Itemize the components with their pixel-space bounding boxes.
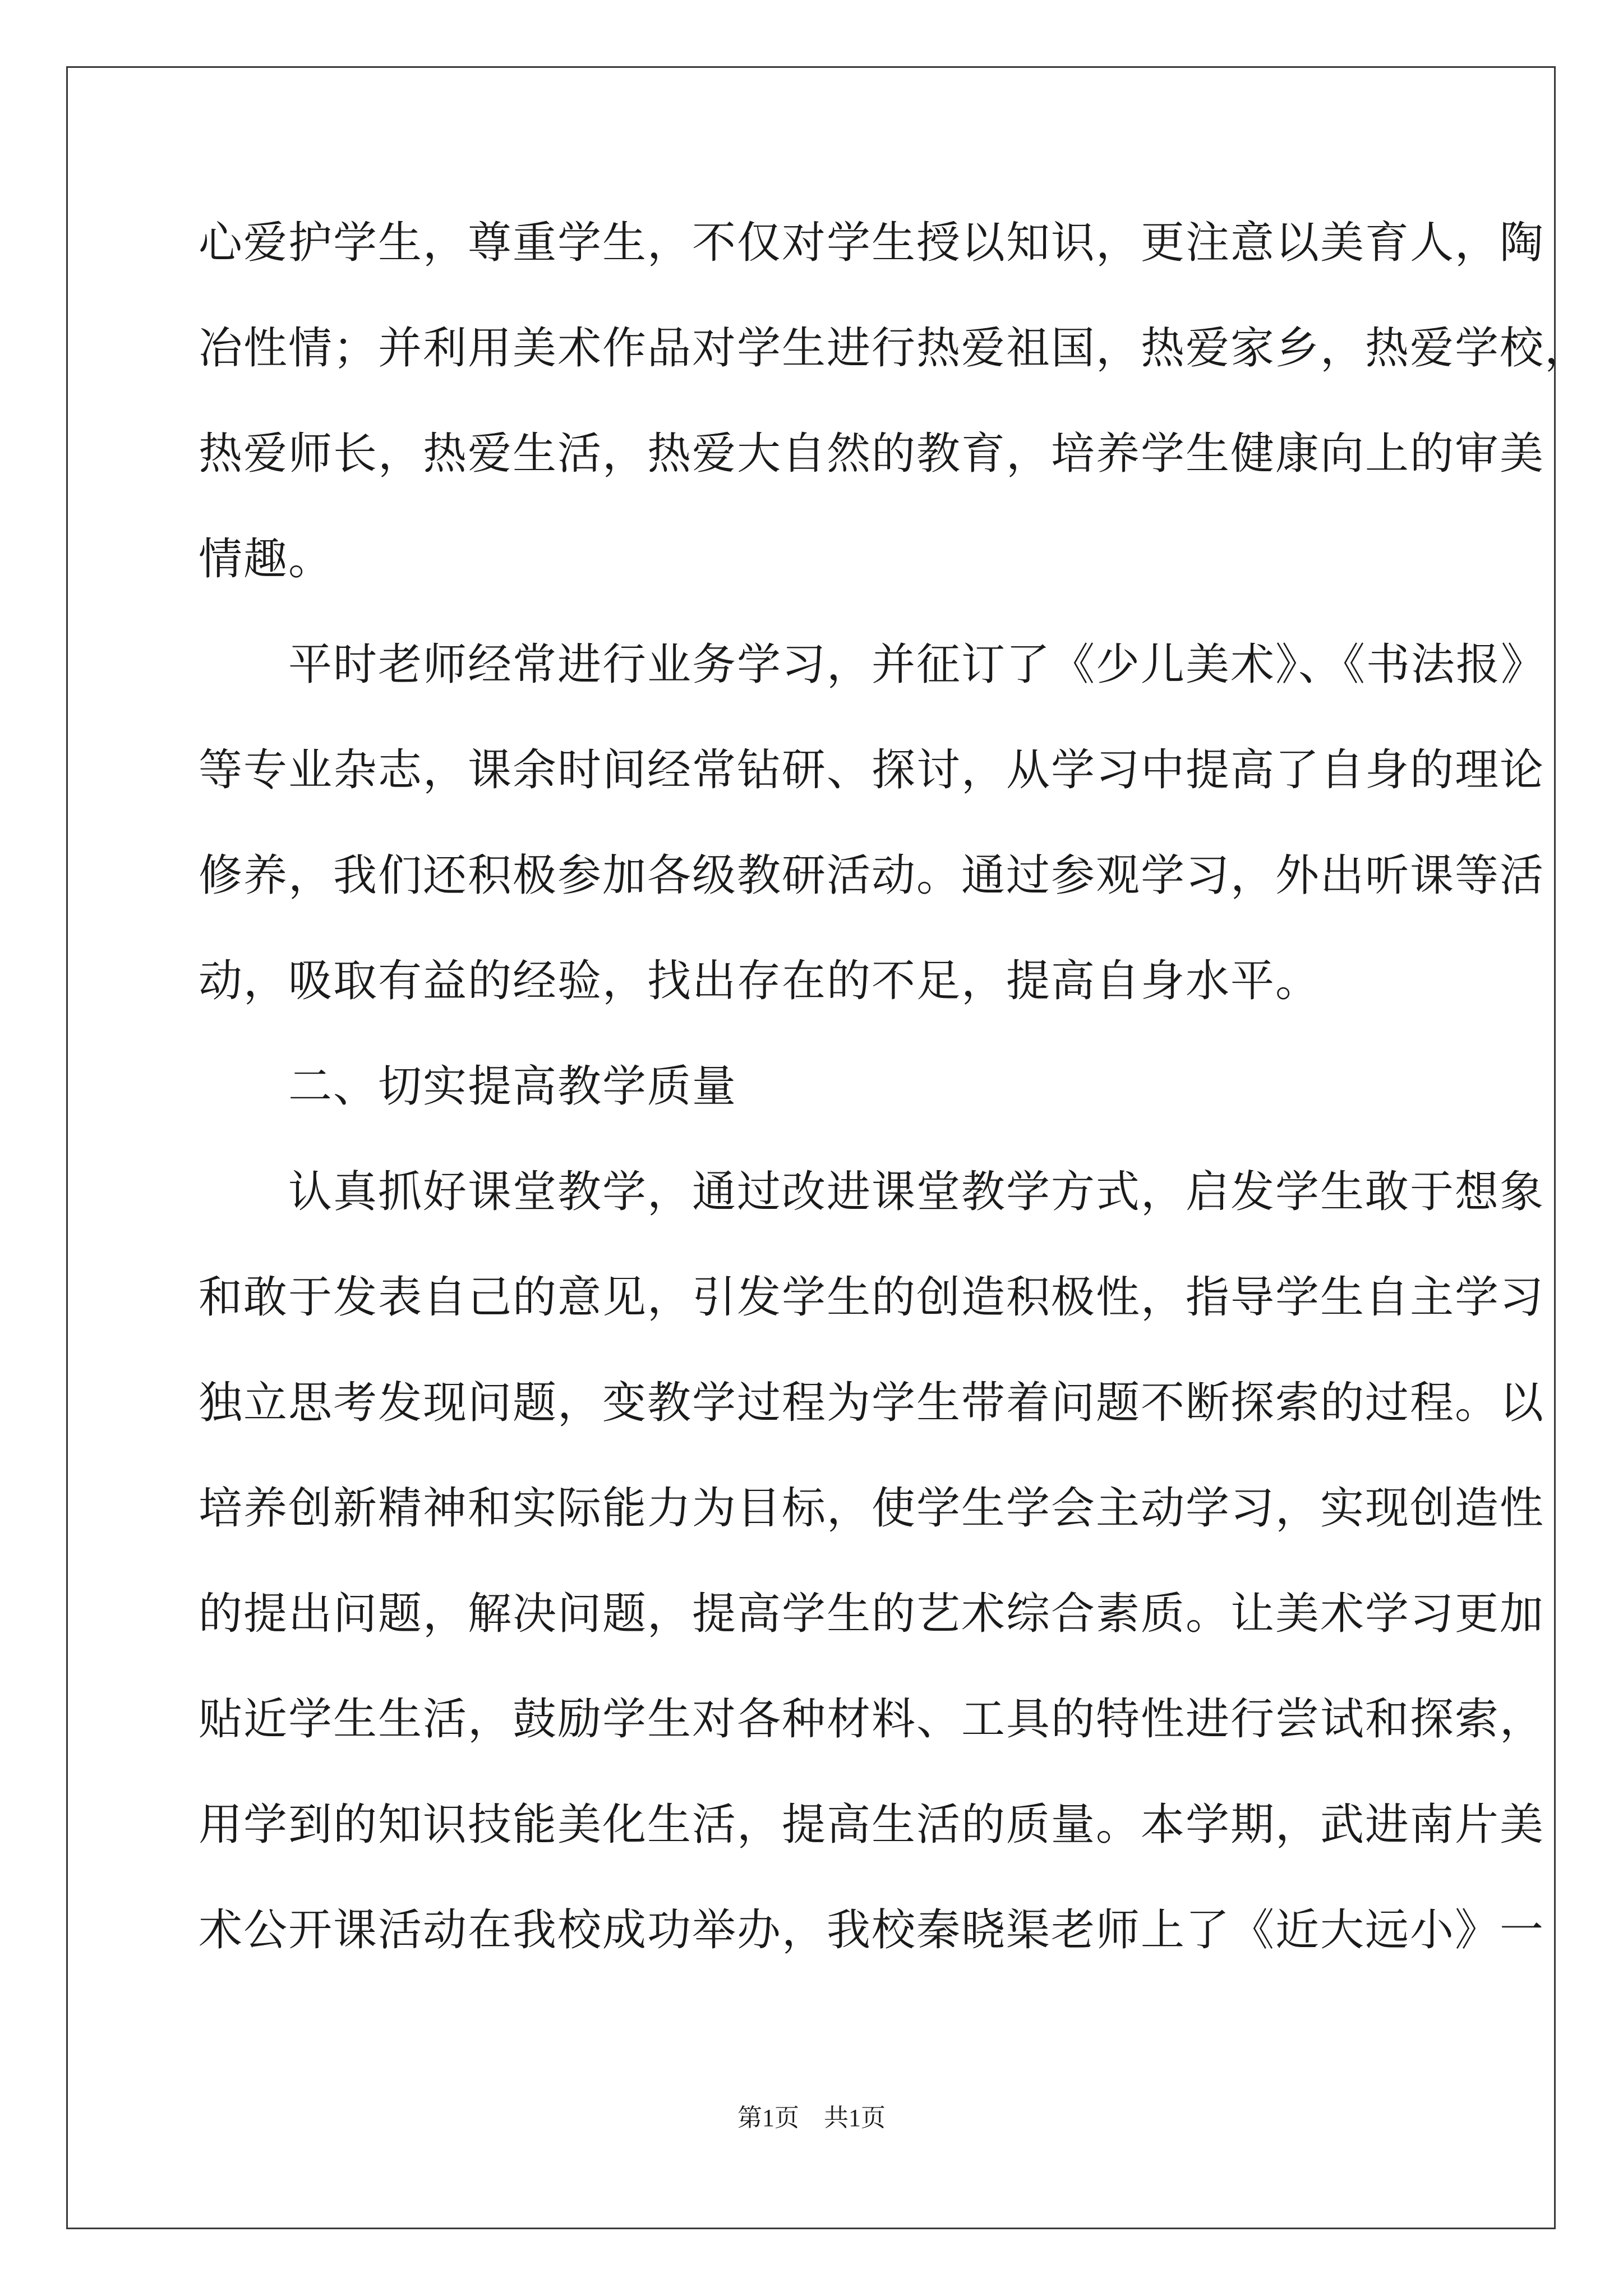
- text-line: 用学到的知识技能美化生活，提高生活的质量。本学期，武进南片美: [199, 1800, 1545, 1850]
- text-line: 培养创新精神和实际能力为目标，使学生学会主动学习，实现创造性: [199, 1483, 1545, 1534]
- text-line: 情趣。: [199, 534, 334, 585]
- text-line: 的提出问题，解决问题，提高学生的艺术综合素质。让美术学习更加: [199, 1589, 1545, 1639]
- text-line: 热爱师长，热爱生活，热爱大自然的教育，培养学生健康向上的审美: [199, 429, 1545, 479]
- text-line: 独立思考发现问题，变教学过程为学生带着问题不断探索的过程。以: [199, 1378, 1545, 1428]
- text-line: 心爱护学生，尊重学生，不仅对学生授以知识，更注意以美育人，陶: [199, 218, 1545, 268]
- text-line: 和敢于发表自己的意见，引发学生的创造积极性，指导学生自主学习: [199, 1272, 1545, 1323]
- text-line: 修养，我们还积极参加各级教研活动。通过参观学习，外出听课等活: [199, 850, 1545, 901]
- text-line: 贴近学生生活，鼓励学生对各种材料、工具的特性进行尝试和探索，: [199, 1694, 1545, 1745]
- text-line: 动，吸取有益的经验，找出存在的不足，提高自身水平。: [199, 956, 1321, 1006]
- paragraph-first-line: 平时老师经常进行业务学习，并征订了《少儿美术》、《书法报》: [288, 639, 1546, 690]
- text-line: 术公开课活动在我校成功举办，我校秦晓渠老师上了《近大远小》一: [199, 1905, 1545, 1955]
- text-line: 冶性情；并利用美术作品对学生进行热爱祖国，热爱家乡，热爱学校，: [199, 323, 1590, 374]
- text-line: 等专业杂志，课余时间经常钻研、探讨，从学习中提高了自身的理论: [199, 745, 1545, 795]
- section-heading: 二、切实提高教学质量: [288, 1061, 737, 1112]
- document-body: [199, 216, 1590, 2009]
- page-number-footer: 第1页 共1页: [737, 2104, 886, 2132]
- paragraph-first-line: 认真抓好课堂教学，通过改进课堂教学方式，启发学生敢于想象: [288, 1167, 1545, 1217]
